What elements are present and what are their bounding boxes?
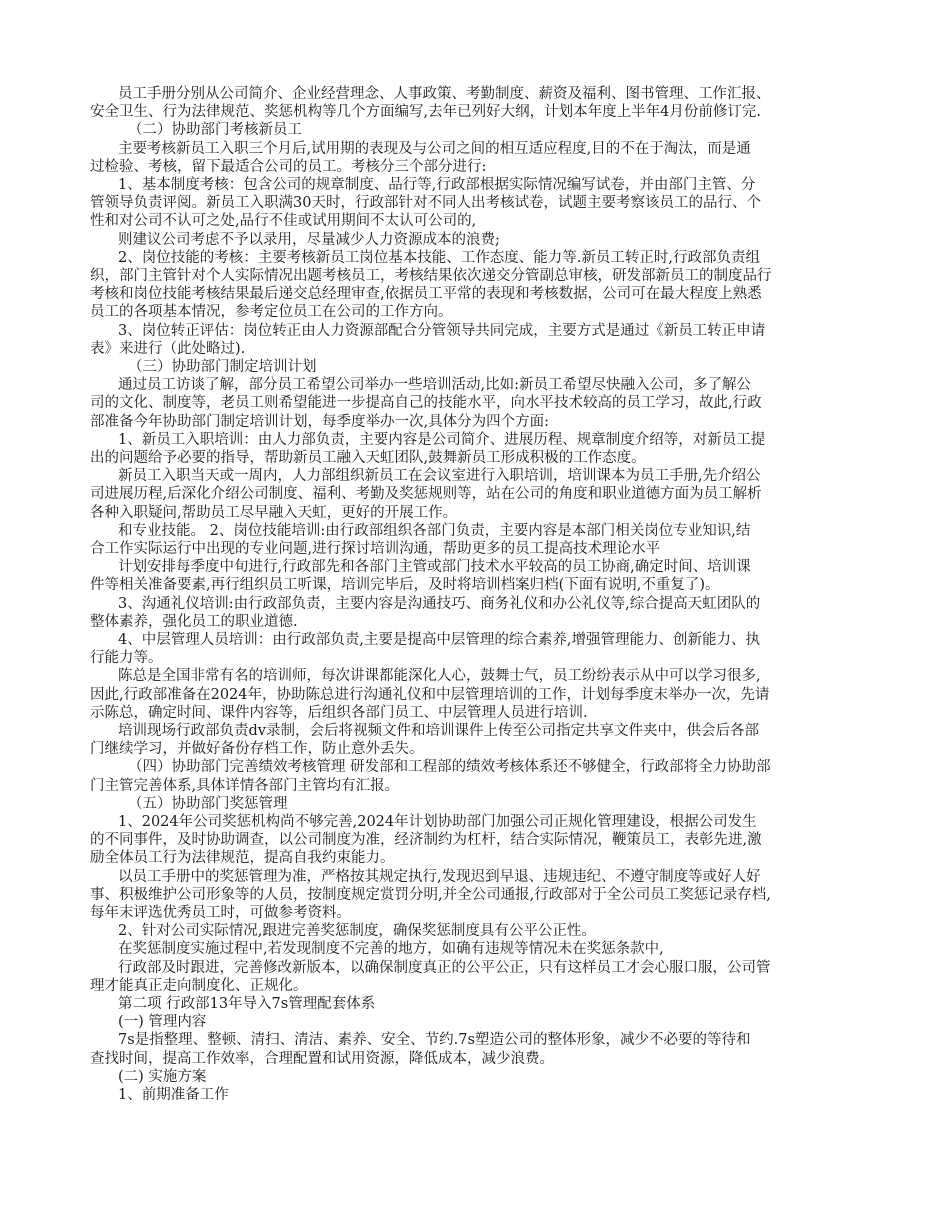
text-line: 件等相关准备要素,再行组织员工听课，培训完毕后，及时将培训档案归档(下面有说明,不重复了)。	[90, 577, 720, 594]
text-line: 行政部及时跟进，完善修改新版本，以确保制度真正的公平公正，只有这样员工才会心服口服，公司管	[118, 959, 771, 976]
text-line: 查找时间，提高工作效率，合理配置和试用资源，降低成本，减少浪费。	[90, 1050, 554, 1067]
text-line: 2、针对公司实际情况,跟进完善奖惩制度，确保奖惩制度具有公平公正性。	[118, 923, 596, 940]
text-line: 以员工手册中的奖惩管理为准，严格按其规定执行,发现迟到早退、违规违纪、不遵守制度等或好人好	[118, 868, 761, 885]
text-line: （二）协助部门考核新员工	[128, 122, 302, 139]
text-line: 理才能真正走向制度化、正规化。	[90, 977, 308, 994]
text-line: 事、积极维护公司形象等的人员，按制度规定赏罚分明,并全公司通报,行政部对于全公司员工奖惩记录存档,	[90, 886, 771, 903]
text-line: 3、沟通礼仪培训:由行政部负责，主要内容是沟通技巧、商务礼仪和办公礼仪等,综合提高天虹团队的	[118, 595, 761, 612]
text-line: (一) 管理内容	[118, 1014, 207, 1031]
text-line: 部准备今年协助部门制定培训计划，每季度举办一次,具体分为四个方面:	[90, 413, 549, 430]
text-line: 员工手册分别从公司简介、企业经营理念、人事政策、考勤制度、薪资及福利、图书管理、工作汇报、	[118, 86, 771, 102]
text-line: 表》来进行（此处略过).	[90, 340, 246, 357]
text-line: 陈总是全国非常有名的培训师，每次讲课都能深化人心，鼓舞士气，员工纷纷表示从中可以学习很多,	[118, 668, 761, 685]
text-line: 通过员工访谈了解，部分员工希望公司举办一些培训活动,比如:新员工希望尽快融入公司，多了解公	[118, 377, 751, 394]
text-line: (二) 实施方案	[118, 1068, 207, 1085]
text-line: 门主管完善体系,具体详情各部门主管均有汇报。	[90, 777, 400, 794]
text-line: 安全卫生、行为法律规范、奖惩机构等几个方面编写,去年已列好大纲，计划本年度上半年4月份前修订完.	[90, 104, 761, 121]
text-line: 2、岗位技能的考核：主要考核新员工岗位基本技能、工作态度、能力等.新员工转正时,行政部负责组	[118, 249, 760, 266]
text-line: 1、前期准备工作	[118, 1087, 229, 1103]
text-line: 行能力等。	[90, 650, 163, 667]
text-line: 励全体员工行为法律规范，提高自我约束能力。	[90, 850, 395, 867]
text-line: 新员工入职当天或一周内，人力部组织新员工在会议室进行入职培训，培训课本为员工手册,先介绍公	[118, 468, 761, 485]
text-line: （四）协助部门完善绩效考核管理 研发部和工程部的绩效考核体系还不够健全，行政部将全力协助部	[128, 759, 771, 776]
text-line: 的不同事件，及时协助调查，以公司制度为准，经济制约为杠杆，结合实际情况，鞭策员工，表彰先进,激	[90, 832, 762, 849]
text-line: 7s是指整理、整顿、清扫、清洁、素养、安全、节约.7s塑造公司的整体形象，减少不必要的等待和	[118, 1032, 751, 1049]
text-line: 3、岗位转正评估：岗位转正由人力资源部配合分管领导共同完成，主要方式是通过《新员工转正申请	[118, 322, 766, 339]
text-line: 过检验、考核，留下最适合公司的员工。考核分三个部分进行:	[90, 158, 487, 175]
text-line: 主要考核新员工入职三个月后,试用期的表现及与公司之间的相互适应程度,目的不在于淘汰，而是通	[118, 140, 751, 157]
text-line: 第二项 行政部13年导入7s管理配套体系	[118, 996, 376, 1012]
text-line: 示陈总，确定时间、课件内容等，后组织各部门员工、中层管理人员进行培训.	[90, 704, 588, 721]
text-line: 1、新员工入职培训：由人力部负责，主要内容是公司简介、进展历程、规章制度介绍等，对新员工提	[118, 431, 766, 448]
text-line: 1、基本制度考核：包含公司的规章制度、品行等,行政部根据实际情况编写试卷，并由部门主管、分	[118, 177, 756, 193]
text-line: 则建议公司考虑不予以录用，尽量减少人力资源成本的浪费;	[118, 231, 500, 248]
text-line: 每年末评选优秀员工时，可做参考资料。	[90, 905, 351, 921]
text-line: 管领导负责评阅。新员工入职满30天时，行政部针对不同人出考核试卷，试题主要考察该员工的品行、个	[90, 195, 761, 212]
text-line: 门继续学习，并做好备份存档工作，防止意外丢失。	[90, 741, 424, 758]
text-line: 司的文化、制度等，老员工则希望能进一步提高自己的技能水平，向水平技术较高的员工学习，故此,行政	[90, 395, 762, 412]
text-line: 4、中层管理人员培训：由行政部负责,主要是提高中层管理的综合素养,增强管理能力、创新能力、执	[118, 632, 760, 648]
text-line: 织，部门主管针对个人实际情况出题考核员工，考核结果依次递交分管副总审核，研发部新员工的制度品行	[90, 268, 772, 284]
text-line: 各种入职疑问,帮助员工尽早融入天虹，更好的开展工作。	[90, 504, 458, 521]
text-line: 和专业技能。 2、岗位技能培训:由行政部组织各部门负责，主要内容是本部门相关岗位专业知识,结	[118, 522, 751, 539]
text-line: 在奖惩制度实施过程中,若发现制度不完善的地方，如确有违规等情况未在奖惩条款中,	[118, 941, 664, 958]
text-line: 1、2024年公司奖惩机构尚不够完善,2024年计划协助部门加强公司正规化管理建设，根据公司发生	[118, 814, 757, 830]
text-line: 因此,行政部准备在2024年，协助陈总进行沟通礼仪和中层管理培训的工作，计划每季度末举办一次，先请	[90, 686, 770, 703]
text-line: 计划安排每季度中旬进行,行政部先和各部门主管或部门技术水平较高的员工协商,确定时间、培训课	[118, 559, 751, 576]
text-line: 出的问题给予必要的指导，帮助新员工融入天虹团队,鼓舞新员工形成积极的工作态度。	[90, 450, 646, 466]
text-line: （五）协助部门奖惩管理	[128, 795, 288, 812]
text-line: 合工作实际运行中出现的专业问题,进行探讨培训沟通，帮助更多的员工提高技术理论水平	[90, 541, 661, 557]
text-line: （三）协助部门制定培训计划	[128, 359, 317, 375]
text-line: 司进展历程,后深化介绍公司制度、福利、考勤及奖惩规则等，站在公司的角度和职业道德方面为员工解析	[90, 486, 762, 503]
text-line: 员工的各项基本情况，参考定位员工在公司的工作方向。	[90, 304, 453, 321]
text-line: 性和对公司不认可之处,品行不佳或试用期间不太认可公司的,	[90, 213, 477, 230]
text-line: 考核和岗位技能考核结果最后递交总经理审查,依据员工平常的表现和考核数据，公司可在最大程度上熟悉	[90, 286, 762, 303]
text-line: 培训现场行政部负责dv录制，会后将视频文件和培训课件上传至公司指定共享文件夹中，供会后各部	[118, 723, 759, 739]
text-line: 整体素养，强化员工的职业道德.	[90, 613, 298, 630]
